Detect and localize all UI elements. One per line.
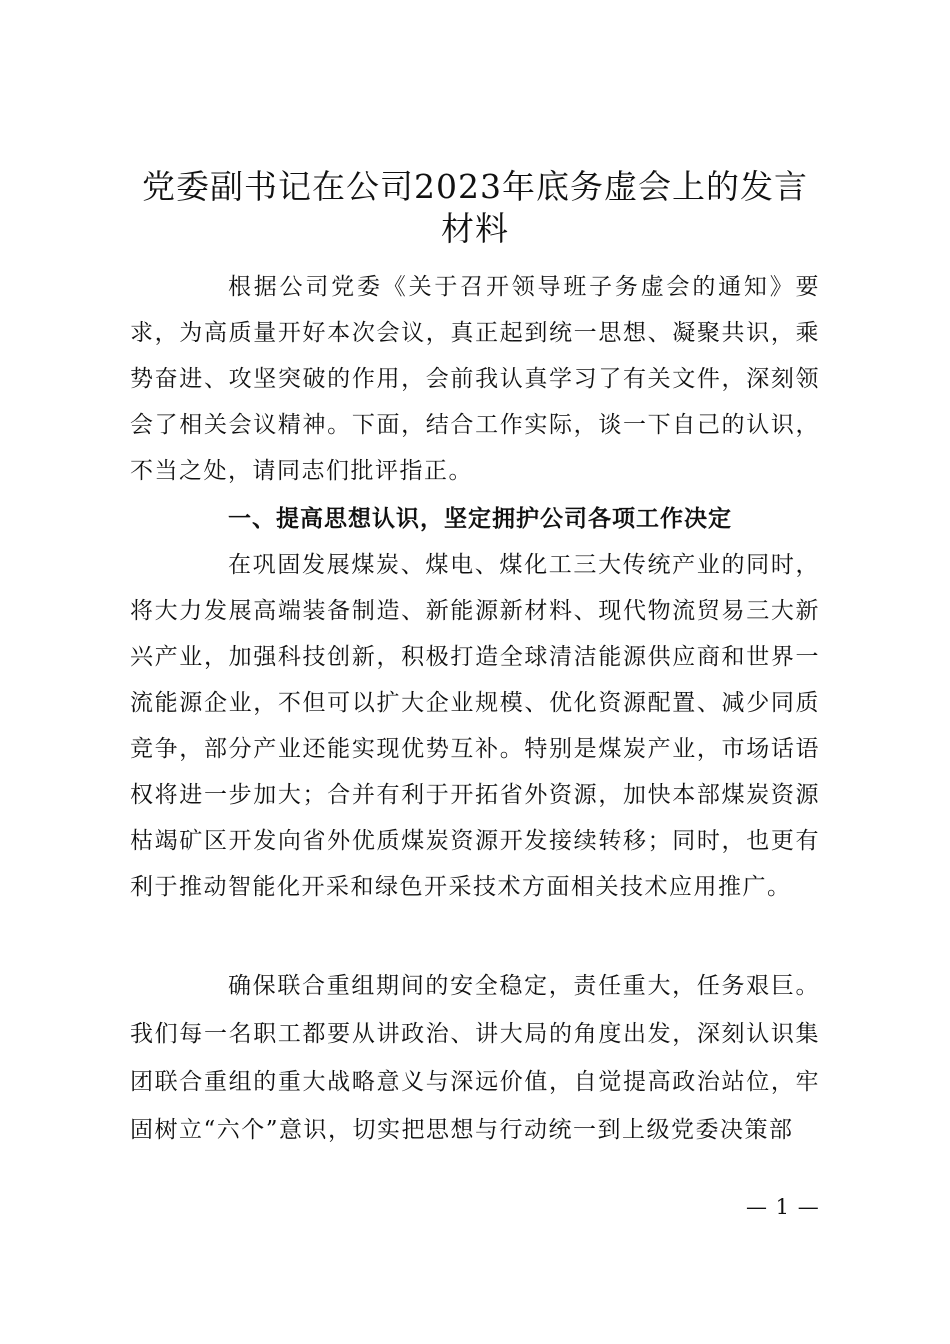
- page-number: — 1 —: [746, 1195, 820, 1219]
- section-paragraph-1: 在巩固发展煤炭、煤电、煤化工三大传统产业的同时，将大力发展高端装备制造、新能源新材料、现代物流贸易三大新兴产业，加强科技创新，积极打造全球清洁能源供应商和世界一流能源企业，不但可以扩大企业规模、优化资源配置、减少同质竞争，部分产业还能实现优势互补。特别是煤炭产业，市场话语权将进一步加大；合并有利于开拓省外资源，加快本部煤炭资源枯竭矿区开发向省外优质煤炭资源开发接续转移；同时，也更有利于推动智能化开采和绿色开采技术方面相关技术应用推广。: [130, 552, 820, 900]
- section-heading: 一、提高思想认识，坚定拥护公司各项工作决定: [228, 506, 732, 532]
- document-title: 党委副书记在公司2023年底务虚会上的发言材料: [142, 167, 808, 248]
- intro-paragraph: 根据公司党委《关于召开领导班子务虚会的通知》要求，为高质量开好本次会议，真正起到统一思想、凝聚共识，乘势奋进、攻坚突破的作用，会前我认真学习了有关文件，深刻领会了相关会议精神。下面，结合工作实际，谈一下自己的认识，不当之处，请同志们批评指正。: [130, 274, 820, 484]
- section-paragraph-2: 确保联合重组期间的安全稳定，责任重大，任务艰巨。我们每一名职工都要从讲政治、讲大局的角度出发，深刻认识集团联合重组的重大战略意义与深远价值，自觉提高政治站位，牢固树立“六个”意识，切实把思想与行动统一到上级党委决策部: [130, 973, 820, 1143]
